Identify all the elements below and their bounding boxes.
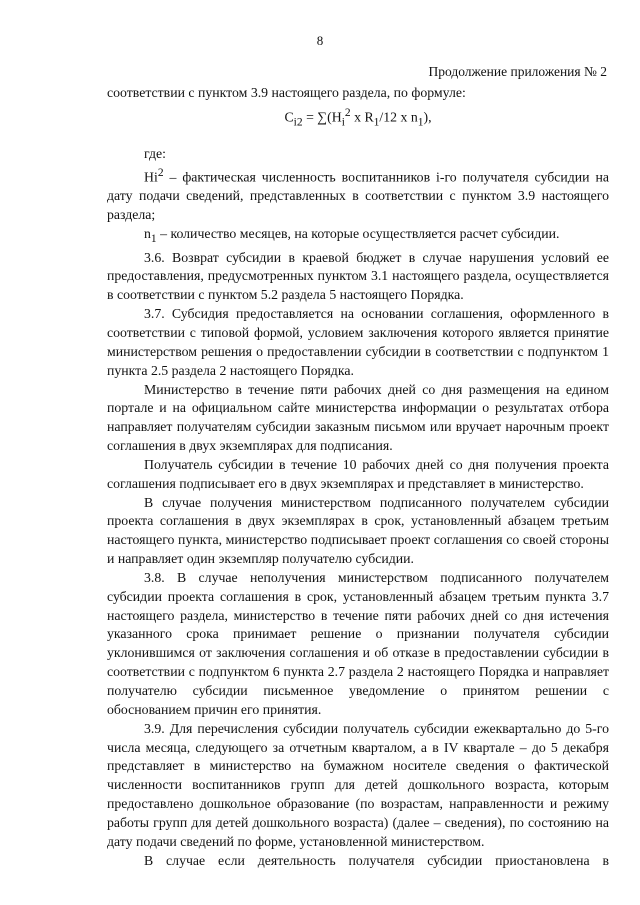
formula-r-sub: 1: [373, 116, 380, 129]
where-label: где:: [144, 146, 166, 162]
formula-h-sub: i: [341, 116, 345, 129]
paragraph-3-7-b: Получатель субсидии в течение 10 рабочих дней со дня получения проекта соглашения подписывает его в двух экземплярах и представляет в министерство.: [107, 456, 609, 491]
paragraph-3-7: 3.7. Субсидия предоставляется на основании соглашения, оформленного в соответствии с типовой формой, условием заключения которого является принятие министерством решения о предоставлении субсидии в соответствии с подпунктом 1 пункта 2.5 раздела 2 настоящего Порядка.: [107, 306, 609, 378]
hi2-text: – фактическая численность воспитанников i-го получателя субсидии на дату подачи сведений, представленных в соответствии с пунктом 3.9 настоящего раздела;: [107, 169, 609, 223]
intro-line: соответствии с пунктом 3.9 настоящего раздела, по формуле:: [107, 85, 466, 100]
paragraph-3-6: 3.6. Возврат субсидии в краевой бюджет в случае нарушения условий ее предоставления, предусмотренных пунктом 3.1 настоящего раздела, осуществляется в соответствии с пунктом 5.2 раздела 5 настоящего Порядка.: [107, 249, 609, 303]
n1-sub: 1: [150, 232, 157, 245]
formula-h-sup: 2: [344, 106, 351, 119]
formula-end: ),: [423, 109, 432, 125]
formula-tail: /12 x n: [379, 109, 418, 125]
formula-lhs: C: [284, 109, 294, 125]
appendix-continuation-label: Продолжение приложения № 2: [428, 64, 607, 79]
n1-definition: [107, 225, 609, 249]
hi2-term: Hi: [144, 169, 158, 185]
document-body: [107, 84, 609, 870]
page-number: 8: [316, 33, 324, 48]
formula-eq: = ∑(H: [302, 109, 342, 125]
n1-term: n: [144, 226, 151, 241]
subsidy-formula: [107, 104, 609, 132]
paragraph-3-9-a: В случае если деятельность получателя субсидии приостановлена в: [144, 852, 609, 868]
formula-mid: x R: [350, 109, 374, 125]
formula-n-sub: 1: [417, 116, 424, 129]
hi2-definition: [107, 164, 609, 225]
paragraph-3-9: 3.9. Для перечисления субсидии получатель субсидии ежеквартально до 5-го числа месяца, следующего за отчетным кварталом, а в IV квартале – до 5 декабря представляет в министерство на бумажном носителе сведения о фактической численности воспитанников групп для детей дошкольного возраста, которым предоставлено дошкольное образование (по возрастам, направленности и режиму работы групп для детей дошкольного возраста) (далее – сведения), по состоянию на дату подачи сведений по форме, установленной министерством.: [107, 720, 609, 849]
paragraph-3-8: 3.8. В случае неполучения министерством подписанного получателем субсидии проекта соглашения в срок, установленный абзацем третьим пункта 3.7 настоящего раздела, министерство в течение пяти рабочих дней со дня истечения указанного срока принимает решение о признании получателя субсидии уклонившимся от заключения соглашения и об отказе в предоставлении субсидии в соответствии с подпунктом 6 пункта 2.7 раздела 2 настоящего Порядка и направляет получателю субсидии письменное уведомление о принятом решении с обоснованием причин его принятия.: [107, 569, 609, 717]
n1-text: – количество месяцев, на которые осуществляется расчет субсидии.: [156, 226, 560, 241]
hi2-sup: 2: [157, 166, 164, 179]
paragraph-3-7-a: Министерство в течение пяти рабочих дней со дня размещения на едином портале и на официальном сайте министерства информации о результатах отбора направляет получателям субсидии заказным письмом или вручает нарочным проект соглашения в двух экземплярах для подписания.: [107, 381, 609, 454]
formula-lhs-sub: i2: [293, 116, 303, 129]
paragraph-3-7-c: В случае получения министерством подписанного получателем субсидии проекта соглашения в двух экземплярах в срок, установленный абзацем третьим настоящего пункта, министерство подписывает проект соглашения со своей стороны и направляет один экземпляр получателю субсидии.: [107, 494, 609, 567]
